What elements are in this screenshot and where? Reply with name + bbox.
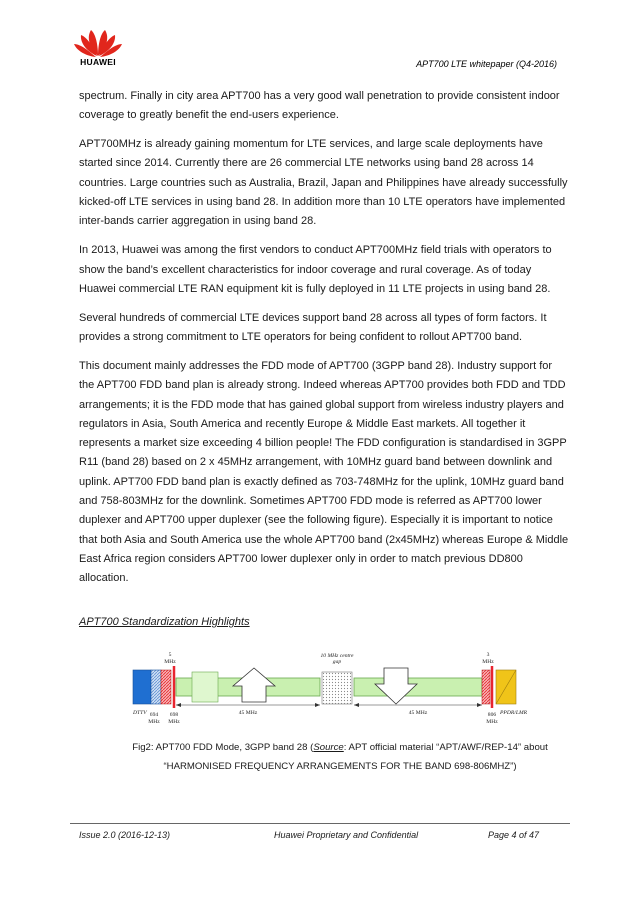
label-centre-gap-2: gap — [332, 659, 342, 665]
uplink-inner — [192, 672, 218, 702]
footer-page-number: Page 4 of 47 — [488, 830, 540, 840]
centre-gap-block — [322, 672, 352, 704]
label-806: 806 — [487, 712, 497, 718]
label-span-left: 45 MHz — [238, 710, 258, 716]
paragraph: This document mainly addresses the FDD mode of APT700 (3GPP band 28). Industry support for the APT700 FDD band plan is already strong. Indeed whereas APT700 provides both FDD and TDD arrangements; it is the FDD mode that has gained global support from wireless industry players and regulators in Asia, South America and recently Europe & Middle East markets. All together it represents a market size exceeding 4 billion people! The FDD configuration is standardised in 3GPP R11 (band 28) based on 2 x 45MHz arrangement, with 10MHz guard band between downlink and uplink. APT700 FDD band plan is exactly defined as 703-748MHz for the uplink, 10MHz guard band and 758-803MHz for the downlink. Sometimes APT700 FDD mode is referred as APT700 lower duplexer and APT700 upper duplexer (see the following figure). Especially it is important to notice that both Asia and South America use the whole APT700 band (2x45MHz) whereas Europe & Middle East Africa region considers APT700 lower duplexer only in order to match previous DD800 allocation. — [79, 359, 569, 585]
label-right-gap: 3 — [486, 652, 490, 658]
lower-guard-block — [161, 670, 171, 704]
huawei-logo — [68, 22, 128, 70]
section-heading: APT700 Standardization Highlights — [79, 616, 250, 628]
caption-line-1: Fig2: APT700 FDD Mode, 3GPP band 28 (Source: APT official material “APT/AWF/REP-14” about — [132, 742, 548, 753]
footer-issue: Issue 2.0 (2016-12-13) — [79, 830, 171, 840]
label-dttv: DTTV — [133, 710, 147, 716]
paragraph: APT700MHz is already gaining momentum for LTE services, and large scale deployments have started since 2014. Currently there are 26 commercial LTE networks using band 28 across 14 countries. Large countries such as Australia, Brazil, Japan and Philippines have already successfully kicked-off LTE services in using band 28. In addition more than 10 LTE operators have implemented inter-bands carrier aggregation in using band 28. — [79, 138, 568, 228]
downlink-band — [354, 678, 482, 696]
label-left-gap: 5 — [168, 652, 172, 658]
label-right-gap-unit: MHz — [482, 659, 494, 665]
band-plan-diagram — [130, 648, 530, 730]
label-694-unit: MHz — [148, 719, 160, 725]
label-centre-gap-1: 10 MHz centre — [320, 653, 354, 659]
document-header-title: APT700 LTE whitepaper (Q4-2016) — [416, 59, 557, 69]
brand-wordmark: HUAWEI — [80, 57, 116, 67]
caption-line-2: “HARMONISED FREQUENCY ARRANGEMENTS FOR THE BAND 698-806MHZ”) — [163, 761, 517, 772]
label-694: 694 — [149, 712, 159, 718]
band-plan-figure — [130, 648, 530, 730]
downlink-arrow — [375, 668, 417, 704]
figure-caption — [120, 738, 560, 776]
huawei-petals-icon — [68, 22, 128, 58]
paragraph: spectrum. Finally in city area APT700 has a very good wall penetration to provide consistent indoor coverage to greatly benefit the end-users experience. — [79, 90, 560, 122]
upper-guard-block — [482, 670, 490, 704]
caption-source-link: Source — [313, 742, 344, 753]
label-ppdr: PPDR/LMR — [500, 710, 528, 716]
label-698-unit: MHz — [168, 719, 180, 725]
dttv-hatch-block — [151, 670, 161, 704]
uplink-arrow — [233, 668, 275, 702]
label-806-unit: MHz — [486, 719, 498, 725]
paragraph: Several hundreds of commercial LTE devices support band 28 across all types of form factors. It provides a strong commitment to LTE operators for being confident to rollout APT700 band. — [79, 311, 547, 344]
footer-confidential: Huawei Proprietary and Confidential — [274, 830, 419, 840]
dttv-block — [133, 670, 151, 704]
label-698: 698 — [169, 712, 179, 718]
body-text — [79, 87, 569, 598]
footer-divider — [70, 823, 570, 824]
paragraph: In 2013, Huawei was among the first vendors to conduct APT700MHz field trials with operators to show the band’s excellent characteristics for indoor coverage and rural coverage. As of today Huawei commercial LTE RAN equipment kit is fully deployed in 11 LTE projects in using band 28. — [79, 244, 552, 295]
label-span-right: 45 MHz — [408, 710, 428, 716]
label-left-gap-unit: MHz — [164, 659, 176, 665]
